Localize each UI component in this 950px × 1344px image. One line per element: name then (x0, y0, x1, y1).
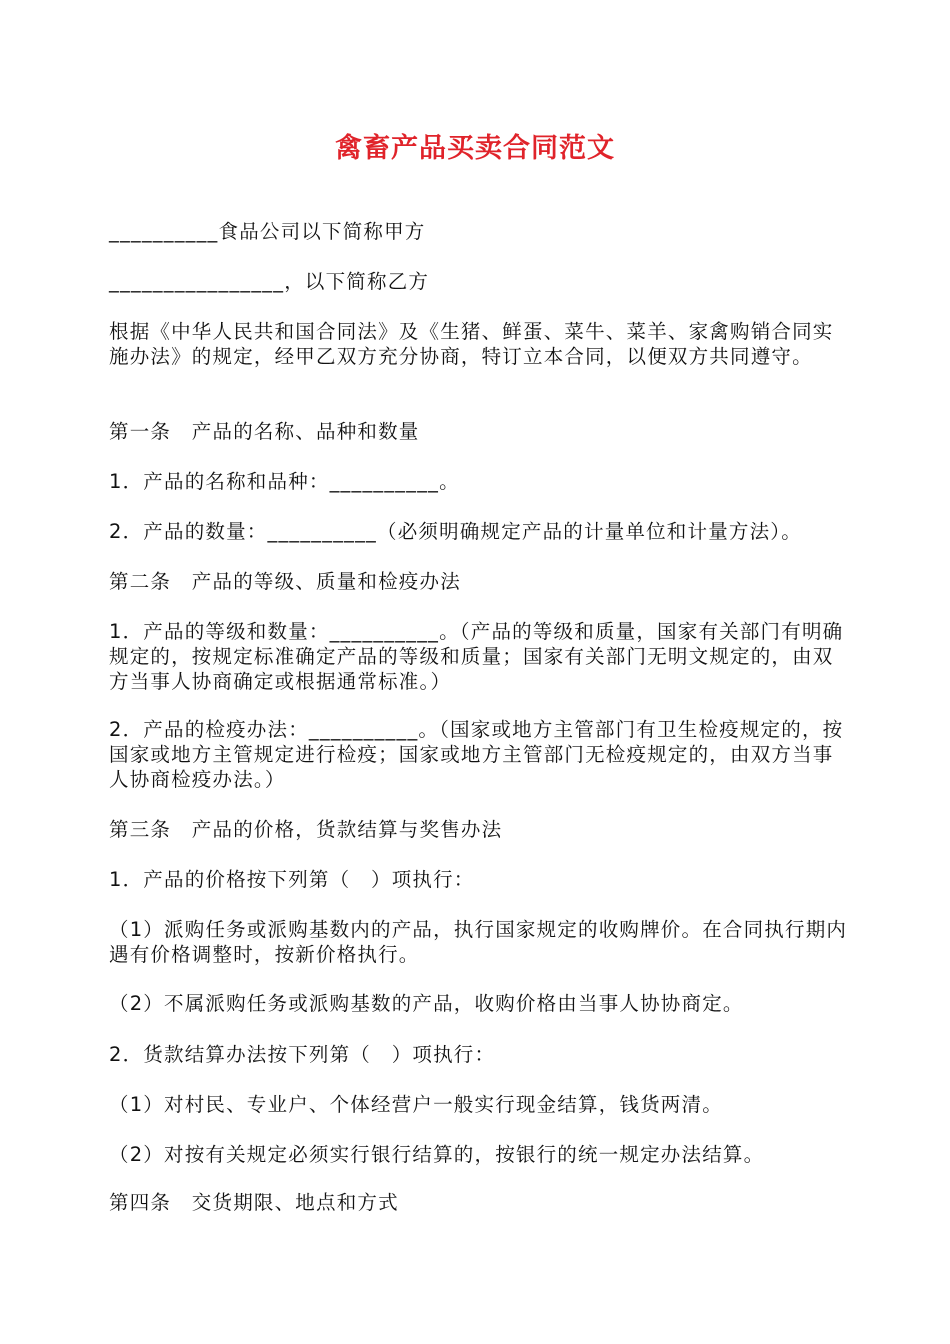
party-a-line: __________食品公司以下简称甲方 (109, 220, 426, 243)
preamble-paragraph: 根据《中华人民共和国合同法》及《生猪、鲜蛋、菜牛、菜羊、家禽购销合同实施办法》的规定，经甲乙双方充分协商，特订立本合同，以便双方共同遵守。 (109, 320, 834, 368)
article-3-item-2: 2．货款结算办法按下列第（ ）项执行： (109, 1043, 496, 1066)
article-2-item-1: 1．产品的等级和数量：__________。（产品的等级和质量，国家有关部门有明确规定的，按规定标准确定产品的等级和质量；国家有关部门无明文规定的，由双方当事人协商确定或根据通常标准。） (109, 620, 844, 693)
document-title: 禽畜产品买卖合同范文 (335, 133, 615, 164)
article-3-item-1-option-1: （1）派购任务或派购基数内的产品，执行国家规定的收购牌价。在合同执行期内遇有价格调整时，按新价格执行。 (109, 918, 848, 966)
article-3-item-2-option-2: （2）对按有关规定必须实行银行结算的，按银行的统一规定办法结算。 (109, 1143, 765, 1166)
article-1-item-2: 2．产品的数量：__________（必须明确规定产品的计量单位和计量方法）。 (109, 520, 802, 543)
article-1-heading: 第一条 产品的名称、品种和数量 (109, 420, 420, 443)
article-4-heading: 第四条 交货期限、地点和方式 (109, 1191, 399, 1214)
article-3-item-1: 1．产品的价格按下列第（ ）项执行： (109, 868, 475, 891)
article-2-item-2: 2．产品的检疫办法：__________。（国家或地方主管部门有卫生检疫规定的，按国家或地方主管规定进行检疫；国家或地方主管部门无检疫规定的，由双方当事人协商检疫办法。） (109, 718, 844, 791)
article-3-item-1-option-2: （2）不属派购任务或派购基数的产品，收购价格由当事人协协商定。 (109, 992, 744, 1015)
article-3-item-2-option-1: （1）对村民、专业户、个体经营户一般实行现金结算，钱货两清。 (109, 1093, 723, 1116)
article-2-heading: 第二条 产品的等级、质量和检疫办法 (109, 570, 461, 593)
article-3-heading: 第三条 产品的价格，货款结算与奖售办法 (109, 818, 503, 841)
party-b-line: ________________，以下简称乙方 (109, 270, 430, 293)
article-1-item-1: 1．产品的名称和品种：__________。 (109, 470, 460, 493)
